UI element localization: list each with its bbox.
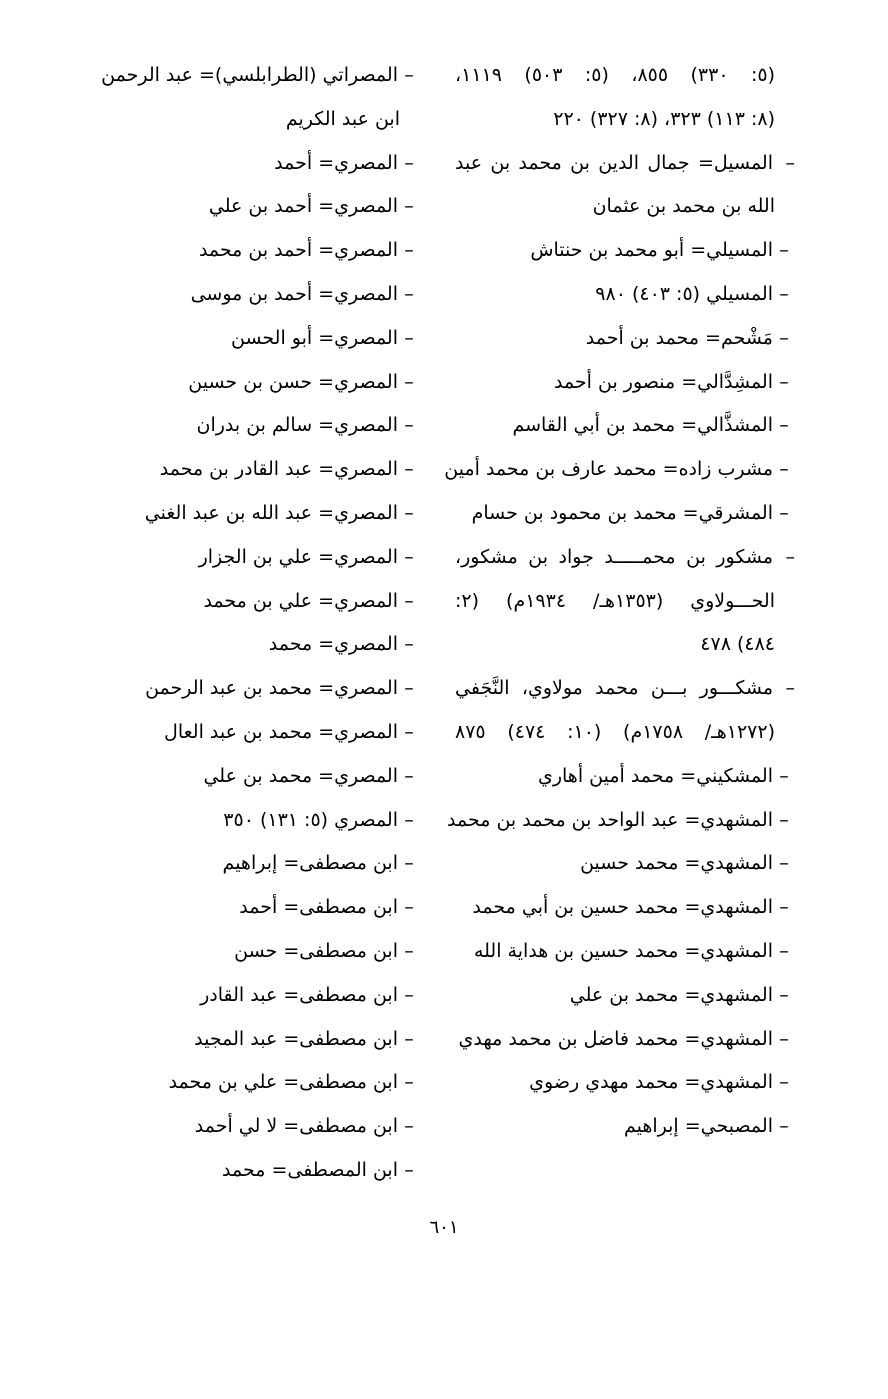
index-entry-text: المصري= أحمد بن علي (208, 195, 398, 218)
index-line (455, 54, 795, 98)
index-line (455, 492, 795, 536)
index-entry-text: المصري= أبو الحسن (230, 326, 398, 349)
entry-dash: – (404, 852, 414, 875)
index-column-left (80, 54, 420, 1193)
index-line (447, 799, 795, 843)
index-entry-text: المشهدي= محمد بن علي (569, 983, 773, 1006)
index-line (80, 1149, 420, 1193)
index-entry-text: المصبحي= إبراهيم (623, 1115, 773, 1138)
index-entry-text: المشكيني= محمد أمين أهاري (537, 764, 773, 787)
index-line (455, 536, 795, 580)
index-line (455, 886, 795, 930)
index-entry-text: ٤٨٤) ٤٧٨ (700, 633, 775, 656)
index-entry-text: المصراتي (الطرابلسي)= عبد الرحمن (101, 64, 398, 86)
entry-dash: – (779, 282, 789, 305)
index-line (80, 755, 420, 799)
index-entry-text: المشِدَّالي= منصور بن أحمد (553, 370, 773, 393)
entry-dash: – (785, 677, 795, 700)
entry-dash: – (779, 983, 789, 1006)
index-line (455, 404, 795, 448)
index-line (455, 930, 795, 974)
index-line (80, 273, 420, 317)
entry-dash: – (779, 326, 789, 349)
index-entry-text: ابن المصطفى= محمد (222, 1158, 398, 1181)
index-entry-text: (١٢٧٢هـ/ ١٧٥٨م) (١٠: ٤٧٤) ٨٧٥ (455, 720, 775, 743)
index-entry-text: المشهدي= محمد حسين (580, 852, 773, 875)
index-entry-text: المصري= محمد بن علي (203, 764, 398, 787)
index-line (455, 711, 795, 755)
entry-dash: – (404, 326, 414, 349)
entry-dash: – (404, 939, 414, 962)
index-line (455, 317, 795, 361)
entry-dash: – (404, 151, 414, 174)
index-line (80, 54, 420, 98)
entry-dash: – (779, 1027, 789, 1050)
entry-dash: – (779, 1115, 789, 1138)
entry-dash: – (779, 939, 789, 962)
index-entry-text: المصري= علي بن الجزار (198, 545, 398, 568)
index-entry-text: ابن عبد الكريم (285, 107, 400, 130)
index-line (455, 1018, 795, 1062)
index-entry-text: المصري= سالم بن بدران (196, 414, 398, 437)
entry-dash: – (404, 589, 414, 612)
index-line (455, 755, 795, 799)
index-line (455, 623, 795, 667)
index-line (80, 1018, 420, 1062)
entry-dash: – (779, 1071, 789, 1094)
entry-dash: – (404, 414, 414, 437)
entry-dash: – (404, 370, 414, 393)
entry-dash: – (779, 458, 789, 481)
index-entry-text: مشكـــور بـــن محمد مولاوي، النَّجَفي (455, 677, 773, 700)
index-entry-text: ابن مصطفى= أحمد (239, 896, 398, 919)
entry-dash: – (779, 370, 789, 393)
index-entry-text: المشرقي= محمد بن محمود بن حسام (471, 501, 773, 524)
index-entry-text: (٨: ١١٣) ٣٢٣، (٨: ٣٢٧) ٢٢٠ (553, 107, 775, 130)
entry-dash: – (404, 1158, 414, 1181)
index-line (80, 317, 420, 361)
index-line (80, 1105, 420, 1149)
index-line (455, 142, 795, 186)
index-line (455, 974, 795, 1018)
index-line (455, 667, 795, 711)
index-entry-text: المسيل= جمال الدين بن محمد بن عبد (455, 151, 773, 174)
index-entry-text: المصري= محمد بن عبد الرحمن (145, 677, 398, 700)
index-line (455, 361, 795, 405)
index-line (80, 361, 420, 405)
index-entry-text: ابن مصطفى= عبد المجيد (194, 1027, 398, 1050)
entry-dash: – (404, 458, 414, 481)
entry-dash: – (779, 808, 789, 831)
index-line (80, 1061, 420, 1105)
entry-dash: – (404, 896, 414, 919)
entry-dash: – (404, 545, 414, 568)
index-line (80, 580, 420, 624)
entry-dash: – (779, 414, 789, 437)
entry-dash: – (404, 1115, 414, 1138)
index-line (455, 229, 795, 273)
entry-dash: – (779, 764, 789, 787)
entry-dash: – (779, 896, 789, 919)
index-line (80, 623, 420, 667)
index-entry-text: المصري (٥: ١٣١) ٣٥٠ (223, 808, 398, 831)
index-line (455, 580, 795, 624)
index-line (80, 799, 420, 843)
index-entry-text: المشذَّالي= محمد بن أبي القاسم (512, 414, 773, 437)
index-line (80, 98, 420, 142)
entry-dash: – (779, 852, 789, 875)
entry-dash: – (404, 808, 414, 831)
index-line (80, 492, 420, 536)
index-entry-text: المصري= أحمد (274, 151, 398, 174)
index-entry-text: المشهدي= محمد حسين بن أبي محمد (472, 896, 773, 919)
index-entry-text: المصري= عبد القادر بن محمد (159, 458, 398, 481)
index-line (455, 1061, 795, 1105)
index-line (80, 448, 420, 492)
index-entry-text: المسيلي (٥: ٤٠٣) ٩٨٠ (595, 282, 773, 305)
index-line (80, 842, 420, 886)
index-entry-text: المصري= علي بن محمد (203, 589, 398, 612)
index-entry-text: ابن مصطفى= حسن (234, 939, 398, 962)
index-line (80, 536, 420, 580)
index-entry-text: المصري= محمد (268, 633, 398, 656)
index-line (80, 711, 420, 755)
entry-dash: – (404, 1027, 414, 1050)
index-entry-text: المصري= محمد بن عبد العال (164, 720, 398, 743)
index-entry-text: المصري= أحمد بن محمد (198, 239, 398, 262)
entry-dash: – (779, 239, 789, 262)
index-entry-text: ابن مصطفى= عبد القادر (200, 983, 398, 1006)
index-entry-text: الله بن محمد بن عثمان (592, 195, 775, 218)
entry-dash: – (404, 1071, 414, 1094)
entry-dash: – (404, 195, 414, 218)
index-line (80, 404, 420, 448)
entry-dash: – (404, 239, 414, 262)
index-line (455, 1105, 795, 1149)
entry-dash: – (404, 677, 414, 700)
entry-dash: – (785, 151, 795, 174)
index-line (444, 448, 795, 492)
index-line (455, 273, 795, 317)
index-entry-text: مشرب زاده= محمد عارف بن محمد أمين (444, 458, 773, 481)
entry-dash: – (779, 501, 789, 524)
entry-dash: – (404, 633, 414, 656)
index-column-right (444, 54, 795, 1149)
index-line (455, 842, 795, 886)
index-entry-text: ابن مصطفى= لا لي أحمد (194, 1115, 398, 1138)
index-entry-text: المشهدي= محمد حسين بن هداية الله (473, 939, 773, 962)
entry-dash: – (785, 545, 795, 568)
index-line (455, 185, 795, 229)
index-entry-text: المشهدي= محمد فاضل بن محمد مهدي (458, 1027, 773, 1050)
index-line (80, 667, 420, 711)
entry-dash: – (404, 501, 414, 524)
index-line (80, 930, 420, 974)
index-entry-text: (٥: ٣٣٠) ٨٥٥، (٥: ٥٠٣) ١١١٩، (455, 64, 776, 86)
entry-dash: – (404, 983, 414, 1006)
index-line (80, 229, 420, 273)
index-entry-text: المسيلي= أبو محمد بن حنتاش (530, 239, 773, 262)
entry-dash: – (404, 282, 414, 305)
index-line (80, 974, 420, 1018)
index-entry-text: مشكور بن محمـــــد جواد بن مشكور، (455, 545, 773, 568)
index-entry-text: المصري= حسن بن حسين (188, 370, 398, 393)
index-line (455, 98, 795, 142)
index-line (80, 142, 420, 186)
entry-dash: – (404, 764, 414, 787)
entry-dash: – (404, 720, 414, 743)
index-entry-text: المصري= عبد الله بن عبد الغني (144, 501, 398, 524)
index-entry-text: ابن مصطفى= إبراهيم (222, 852, 398, 875)
index-entry-text: المشهدي= عبد الواحد بن محمد بن محمد (447, 808, 773, 831)
index-entry-text: المشهدي= محمد مهدي رضوي (529, 1071, 773, 1094)
index-entry-text: ابن مصطفى= علي بن محمد (168, 1071, 398, 1094)
index-entry-text: المصري= أحمد بن موسى (190, 282, 398, 305)
entry-dash: – (404, 64, 414, 86)
index-line (80, 886, 420, 930)
index-entry-text: الحـــولاوي (١٣٥٣هـ/ ١٩٣٤م) (٢: (455, 589, 775, 612)
index-entry-text: مَشْحم= محمد بن أحمد (585, 326, 773, 349)
index-line (80, 185, 420, 229)
page-number: ٦٠١ (429, 1217, 459, 1238)
